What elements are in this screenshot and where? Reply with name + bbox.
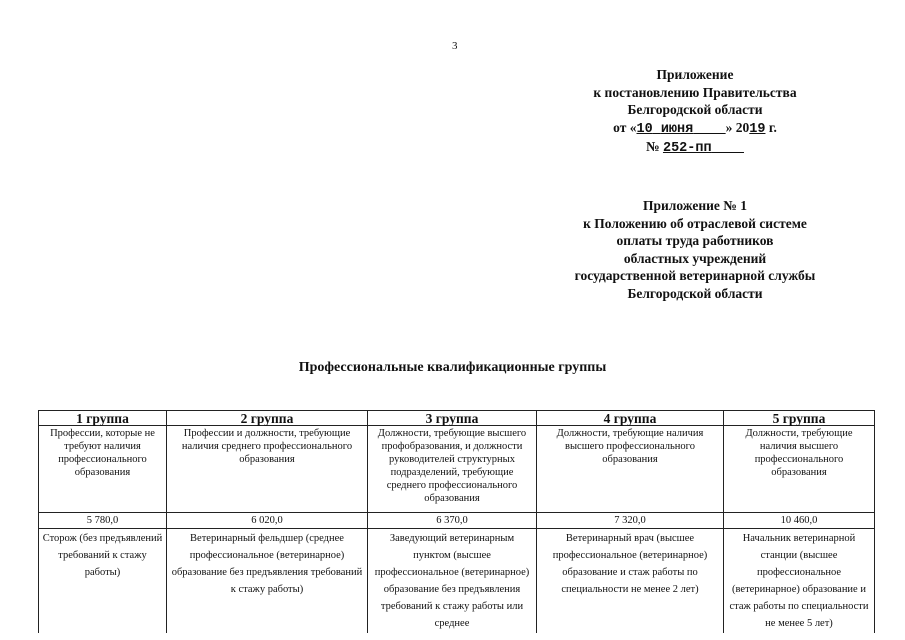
group-position: Ветеринарный фельдшер (среднее профессиональное (ветеринарное) образование без предъявления требований к стажу работы) [167, 529, 368, 634]
appendix1-line: Приложение № 1 [643, 198, 747, 213]
date-mid: » 20 [725, 119, 750, 135]
group-description: Должности, требующие высшего профобразования, и должности руководителей структурных подразделений, требующие среднего профессионального образования [368, 426, 537, 513]
appendix-header [560, 66, 830, 158]
group-position: Заведующий ветеринарным пунктом (высшее профессиональное (ветеринарное) образование без предъявления требований к стажу работы или среднее [368, 529, 537, 634]
group-salary: 6 020,0 [167, 513, 368, 529]
group-header: 2 группа [167, 411, 368, 426]
date-month: июня [660, 121, 694, 137]
group-position: Ветеринарный врач (высшее профессиональное (ветеринарное) образование и стаж работы по специальности не менее 2 лет) [537, 529, 724, 634]
group-description: Должности, требующие наличия высшего профессионального образования [724, 426, 875, 513]
group-salary: 5 780,0 [39, 513, 167, 529]
date-prefix: от « [613, 119, 637, 135]
table-row [39, 513, 875, 529]
group-description: Должности, требующие наличия высшего профессионального образования [537, 426, 724, 513]
group-header: 1 группа [39, 411, 167, 426]
date-suffix: г. [765, 119, 777, 135]
group-header: 4 группа [537, 411, 724, 426]
number-prefix: № [646, 139, 663, 154]
table-header-row [39, 411, 875, 426]
group-salary: 7 320,0 [537, 513, 724, 529]
appendix1-line: оплаты труда работников [616, 233, 774, 248]
table-row [39, 426, 875, 513]
page-number: 3 [452, 40, 458, 52]
appendix-date [560, 119, 830, 139]
document-title: Профессиональные квалификационные группы [298, 360, 607, 375]
appendix1-line: областных учреждений [623, 250, 767, 266]
group-description: Профессии, которые не требуют наличия профессионального образования [39, 426, 167, 513]
number-value: 252-пп [662, 141, 712, 156]
date-year: 19 [749, 121, 766, 137]
group-header: 5 группа [724, 411, 875, 426]
appendix1-line: к Положению об отраслевой системе [583, 215, 807, 231]
qualification-groups-table [38, 410, 875, 633]
appendix1-line: Белгородской области [627, 285, 763, 301]
table-row [39, 529, 875, 634]
appendix-line: Белгородской области [627, 102, 763, 117]
appendix-line: Приложение [656, 67, 734, 82]
group-header: 3 группа [368, 411, 537, 426]
group-position: Сторож (без предъявлений требований к стажу работы) [39, 529, 167, 634]
appendix1-line: государственной ветеринарной службы [574, 268, 816, 283]
appendix-number [560, 138, 830, 158]
appendix1-header [540, 197, 850, 302]
group-position: Начальник ветеринарной станции (высшее профессиональное (ветеринарное) образование и стаж работы по специальности не менее 5 лет) [724, 529, 875, 634]
appendix-line: к постановлению Правительства [593, 84, 797, 100]
group-salary: 6 370,0 [368, 513, 537, 529]
date-day: 10 [636, 121, 653, 137]
group-description: Профессии и должности, требующие наличия среднего профессионального образования [167, 426, 368, 513]
group-salary: 10 460,0 [724, 513, 875, 529]
